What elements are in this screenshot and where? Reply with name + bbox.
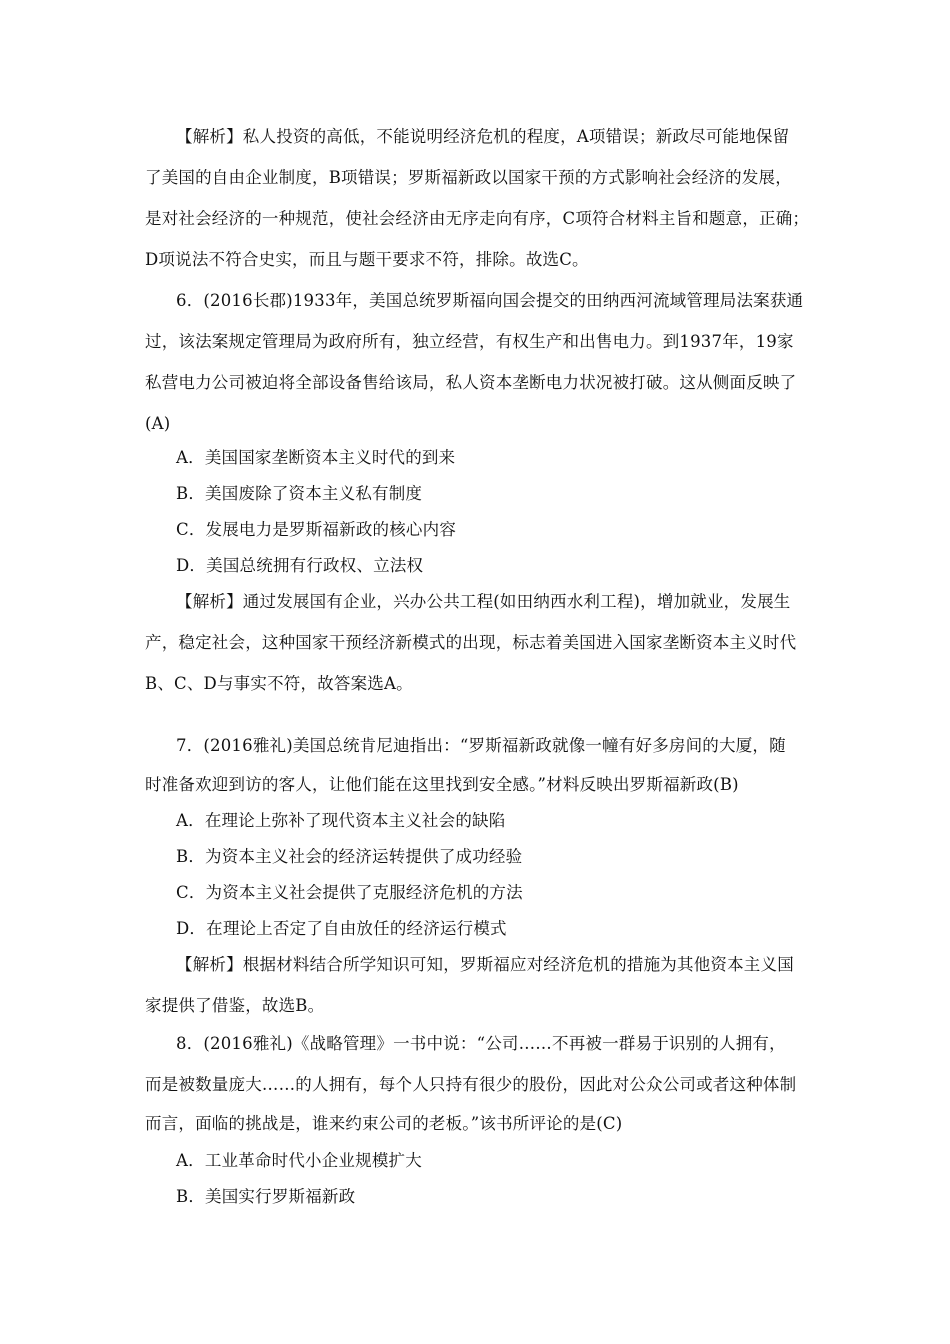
analysis-line: 【解析】根据材料结合所学知识可知，罗斯福应对经济危机的措施为其他资本主义国 bbox=[176, 955, 794, 974]
option-b: B．美国实行罗斯福新政 bbox=[176, 1187, 356, 1206]
option-a: A．美国国家垄断资本主义时代的到来 bbox=[176, 448, 456, 467]
option-a: A．在理论上弥补了现代资本主义社会的缺陷 bbox=[176, 811, 506, 830]
question-6-line: 私营电力公司被迫将全部设备售给该局，私人资本垄断电力状况被打破。这从侧面反映了 bbox=[145, 373, 797, 392]
option-c: C．发展电力是罗斯福新政的核心内容 bbox=[176, 520, 457, 539]
analysis-line: 是对社会经济的一种规范，使社会经济由无序走向有序，C项符合材料主旨和题意，正确； bbox=[145, 209, 810, 228]
option-a: A．工业革命时代小企业规模扩大 bbox=[176, 1151, 422, 1170]
analysis-line: 【解析】通过发展国有企业，兴办公共工程(如田纳西水利工程)，增加就业，发展生 bbox=[176, 592, 791, 611]
analysis-line: 产，稳定社会，这种国家干预经济新模式的出现，标志着美国进入国家垄断资本主义时代 bbox=[145, 633, 797, 652]
question-8-line: 8．(2016雅礼)《战略管理》一书中说：“公司……不再被一群易于识别的人拥有， bbox=[176, 1034, 786, 1053]
question-6-answer: (A) bbox=[145, 414, 171, 433]
analysis-line: 了美国的自由企业制度，B项错误；罗斯福新政以国家干预的方式影响社会经济的发展， bbox=[145, 168, 792, 187]
option-d: D．在理论上否定了自由放任的经济运行模式 bbox=[176, 919, 507, 938]
option-c: C．为资本主义社会提供了克服经济危机的方法 bbox=[176, 883, 523, 902]
option-d: D．美国总统拥有行政权、立法权 bbox=[176, 556, 424, 575]
option-b: B．为资本主义社会的经济运转提供了成功经验 bbox=[176, 847, 523, 866]
question-7-line: 7．(2016雅礼)美国总统肯尼迪指出：“罗斯福新政就像一幢有好多房间的大厦，随 bbox=[176, 736, 786, 755]
question-6-line: 6．(2016长郡)1933年，美国总统罗斯福向国会提交的田纳西河流域管理局法案获通 bbox=[176, 291, 804, 310]
analysis-line: 家提供了借鉴，故选B。 bbox=[145, 996, 325, 1015]
analysis-line: B、C、D与事实不符，故答案选A。 bbox=[145, 674, 413, 693]
question-6-line: 过，该法案规定管理局为政府所有，独立经营，有权生产和出售电力。到1937年，19家 bbox=[145, 332, 794, 351]
analysis-line: 【解析】私人投资的高低，不能说明经济危机的程度，A项错误；新政尽可能地保留 bbox=[176, 127, 790, 146]
question-8-line: 而是被数量庞大……的人拥有，每个人只持有很少的股份，因此对公众公司或者这种体制 bbox=[145, 1075, 797, 1094]
analysis-line: D项说法不符合史实，而且与题干要求不符，排除。故选C。 bbox=[145, 250, 589, 269]
option-b: B．美国废除了资本主义私有制度 bbox=[176, 484, 423, 503]
question-7-line: 时准备欢迎到访的客人，让他们能在这里找到安全感。”材料反映出罗斯福新政(B) bbox=[145, 775, 739, 794]
question-8-line: 而言，面临的挑战是，谁来约束公司的老板。”该书所评论的是(C) bbox=[145, 1114, 623, 1133]
